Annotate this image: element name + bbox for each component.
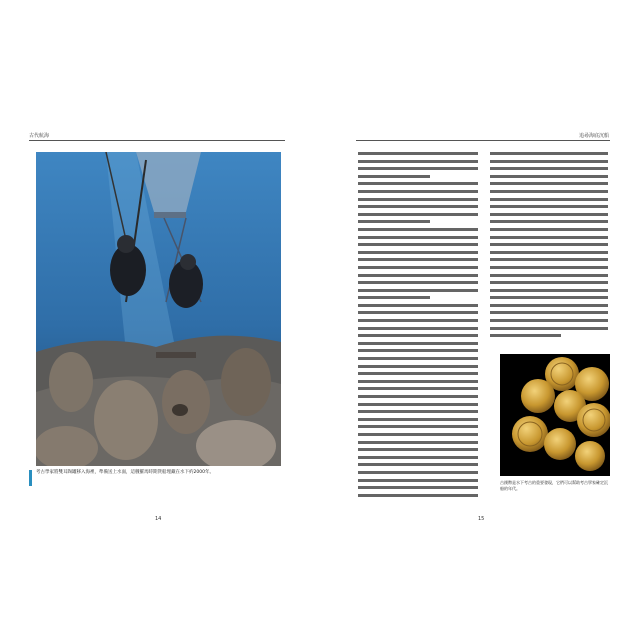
underwater-photo	[36, 152, 281, 466]
text-line	[358, 357, 478, 360]
text-line	[358, 448, 478, 451]
right-header-rule	[356, 140, 610, 141]
text-line	[490, 167, 608, 170]
text-line	[490, 311, 608, 314]
right-page-header: 追尋海底沉船	[578, 133, 609, 139]
left-header-rule	[29, 140, 285, 141]
left-photo-caption: 考古學家將雙耳陶罐移入海裡，準備送上水面，這艘羅馬時期貨船埋藏在水下約2000年。	[36, 470, 214, 475]
text-line	[490, 213, 608, 216]
text-line	[490, 175, 608, 178]
text-line	[358, 342, 478, 345]
text-line	[490, 251, 608, 254]
left-caption-accent	[29, 470, 32, 486]
text-line	[358, 380, 478, 383]
text-line	[358, 274, 478, 277]
text-line	[490, 296, 608, 299]
text-line	[358, 167, 478, 170]
text-line	[490, 152, 608, 155]
text-line	[490, 319, 608, 322]
text-line	[358, 220, 430, 223]
text-line	[490, 236, 608, 239]
text-line	[358, 281, 478, 284]
text-line	[358, 311, 478, 314]
text-line	[358, 251, 478, 254]
text-line	[490, 281, 608, 284]
text-line	[358, 198, 478, 201]
text-line	[358, 160, 478, 163]
left-page-header: 古代航海	[29, 133, 50, 139]
right-text-column-1	[358, 152, 478, 501]
text-line	[358, 190, 478, 193]
text-line	[358, 471, 478, 474]
text-line	[358, 486, 478, 489]
text-line	[358, 289, 478, 292]
text-line	[358, 395, 478, 398]
left-page	[23, 126, 291, 522]
text-line	[490, 274, 608, 277]
text-line	[358, 463, 478, 466]
text-line	[358, 433, 478, 436]
text-line	[358, 266, 478, 269]
text-line	[358, 418, 478, 421]
right-page-number: 15	[478, 516, 485, 522]
text-line	[358, 425, 478, 428]
text-line	[358, 296, 430, 299]
text-line	[358, 387, 478, 390]
text-line	[358, 304, 478, 307]
gold-coins-photo	[500, 354, 610, 476]
text-line	[358, 182, 478, 185]
text-line	[490, 198, 608, 201]
text-line	[490, 182, 608, 185]
text-line	[358, 152, 478, 155]
text-line	[358, 479, 478, 482]
text-line	[490, 160, 608, 163]
text-line	[358, 372, 478, 375]
right-text-column-2	[490, 152, 608, 342]
text-line	[490, 190, 608, 193]
text-line	[358, 334, 478, 337]
text-line	[358, 236, 478, 239]
left-page-number: 14	[155, 516, 162, 522]
text-line	[358, 456, 478, 459]
text-line	[490, 243, 608, 246]
text-line	[490, 304, 608, 307]
text-line	[358, 213, 478, 216]
text-line	[358, 410, 478, 413]
text-line	[358, 349, 478, 352]
text-line	[490, 258, 608, 261]
text-line	[358, 365, 478, 368]
text-line	[358, 243, 478, 246]
text-line	[490, 220, 608, 223]
text-line	[490, 334, 561, 337]
text-line	[358, 319, 478, 322]
text-line	[358, 441, 478, 444]
right-page	[350, 126, 615, 522]
text-line	[490, 205, 608, 208]
text-line	[490, 266, 608, 269]
text-line	[358, 175, 430, 178]
text-line	[358, 258, 478, 261]
text-line	[490, 327, 608, 330]
text-line	[358, 205, 478, 208]
text-line	[490, 228, 608, 231]
right-photo-caption: 古錢幣是水下考古的重要發現，它們可以幫助考古學家確定沉船的年代。	[500, 480, 608, 491]
text-line	[358, 228, 478, 231]
text-line	[490, 289, 608, 292]
text-line	[358, 327, 478, 330]
text-line	[358, 403, 478, 406]
text-line	[358, 494, 478, 497]
